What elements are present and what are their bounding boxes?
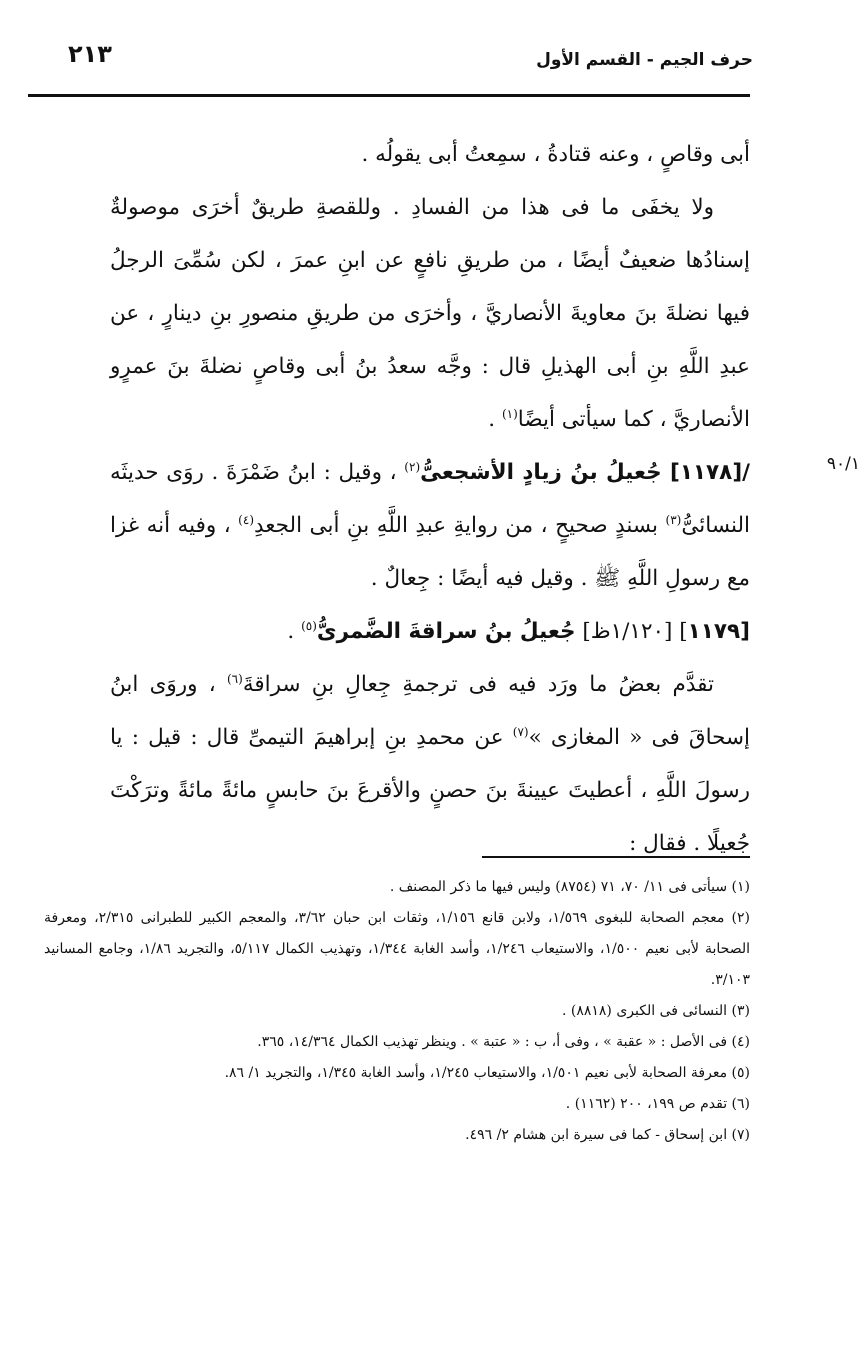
entry-1179-end: .: [287, 619, 302, 644]
paragraph-2: [110, 181, 750, 446]
paragraph-3-text-a: تقدَّم بعضُ ما ورَد فيه فى ترجمةِ جِعالِ بنِ سراقةَ: [242, 672, 714, 697]
entry-1178-text-1: ، وقيل : ابنُ ضَمْرَةَ . روَى حديثَه النسائىُّ: [110, 460, 751, 538]
footnote-separator: [482, 856, 750, 858]
entry-1178-number: ١١٧٨: [679, 460, 733, 485]
page-number: ٢١٣: [68, 40, 112, 68]
entry-1178: [110, 446, 750, 605]
paragraph-3-text-c: عن محمدِ بنِ إبراهيمَ التيمىِّ قال : قيل : يا رسولَ اللَّهِ ، أعطيتَ عيينةَ بنَ حصنٍ والأقرعَ بنَ حابسٍ مائةً مائةً وترَكْتَ جُعيلًا . فقال :: [110, 725, 750, 856]
footnote-1: (١) سيأتى فى ١١/ ٧٠، ٧١ (٨٧٥٤) وليس فيها ما ذكر المصنف .: [389, 879, 750, 895]
footnote-ref-2[interactable]: (٢): [404, 459, 421, 474]
footnote-7: (٧) ابن إسحاق - كما فى سيرة ابن هشام ٢/ ٤٩٦.: [465, 1127, 750, 1143]
entry-1179-mid: ] [١/١٢٠ظ]: [575, 619, 688, 644]
footnote-5: (٥) معرفة الصحابة لأبى نعيم ١/٥٠١، والاستيعاب ١/٢٤٥، وأسد الغابة ١/٣٤٥، والتجريد ١/ ٨٦.: [224, 1065, 750, 1081]
entry-1178-close: ]: [661, 460, 680, 485]
entry-1179-open: [: [740, 619, 750, 644]
header-title: حرف الجيم - القسم الأول: [536, 50, 753, 70]
entry-1178-open: /[: [732, 460, 750, 485]
paragraph-1: أبى وقاصٍ ، وعنه قتادةُ ، سمِعتُ أبى يقولُه .: [361, 142, 750, 167]
entry-1179-number: ١١٧٩: [687, 619, 741, 644]
entry-1179-name: جُعيلُ بنُ سراقةَ الضَّمرىُّ: [316, 619, 576, 644]
main-text: [110, 128, 750, 870]
header-rule: [28, 94, 750, 97]
footnote-ref-4[interactable]: (٤): [238, 512, 254, 527]
entry-1178-text-3: ، وفيه أنه غزا مع رسولِ اللَّهِ ﷺ . وقيل فيه أيضًا : جِعالٌ .: [110, 513, 750, 591]
footnote-2: (٢) معجم الصحابة للبغوى ١/٥٦٩، ولابن قانع ١/١٥٦، وثقات ابن حبان ٣/٦٢، والمعجم الكبير للطبرانى ٢/٣١٥، ومعرفة الصحابة لأبى نعيم ١/٥٠٠، والاستيعاب ١/٢٤٦، وأسد الغابة ١/٣٤٤، وتهذيب الكمال ٥/١١٧، والتجريد ١/٨٦، وجامع المسانيد ٣/١٠٣.: [44, 910, 751, 988]
footnote-ref-7[interactable]: (٧): [512, 724, 529, 739]
margin-volume-page-note: ٩٠/١: [826, 454, 860, 474]
footnote-4: (٤) فى الأصل : « عقبة » ، وفى أ، ب : « عتبة » . وينظر تهذيب الكمال ١٤/٣٦٤، ٣٦٥.: [257, 1034, 750, 1050]
footnote-ref-6[interactable]: (٦): [226, 671, 243, 686]
paragraph-2-text: ولا يخفَى ما فى هذا من الفسادِ . وللقصةِ طريقٌ أخرَى موصولةٌ إسنادُها ضعيفٌ أيضًا ، من طريقِ نافعٍ عن ابنِ عمرَ ، لكن سُمِّىَ الرجلُ فيها نضلةَ بنَ معاويةَ الأنصاريَّ ، وأخرَى من طريقِ منصورِ بنِ دينارٍ ، عن عبدِ اللَّهِ بنِ أبى الهذيلِ قال : وجَّه سعدُ بنُ أبى وقاصٍ نضلةَ بنَ عمرٍو الأنصاريَّ ، كما سيأتى أيضًا: [110, 195, 750, 432]
footnote-ref-1[interactable]: (١): [501, 406, 518, 421]
running-header: [40, 38, 753, 82]
footnotes: [44, 872, 750, 1151]
entry-1178-name: جُعيلُ بنُ زيادٍ الأشجعىُّ: [420, 460, 662, 485]
entry-1179: [110, 605, 750, 658]
paragraph-2-end: .: [488, 407, 502, 432]
paragraph-3: [110, 658, 750, 870]
footnote-ref-3[interactable]: (٣): [665, 512, 682, 527]
paragraph-3-text-b: ، وروَى ابنُ إسحاقَ فى « المغازى »: [110, 672, 751, 750]
footnote-6: (٦) تقدم ص ١٩٩، ٢٠٠ (١١٦٢) .: [565, 1096, 750, 1112]
footnote-3: (٣) النسائى فى الكبرى (٨٨١٨) .: [561, 1003, 750, 1019]
footnote-ref-5[interactable]: (٥): [301, 618, 317, 633]
entry-1178-text-2: بسندٍ صحيحٍ ، من روايةِ عبدِ اللَّهِ بنِ أبى الجعدِ: [254, 513, 666, 538]
